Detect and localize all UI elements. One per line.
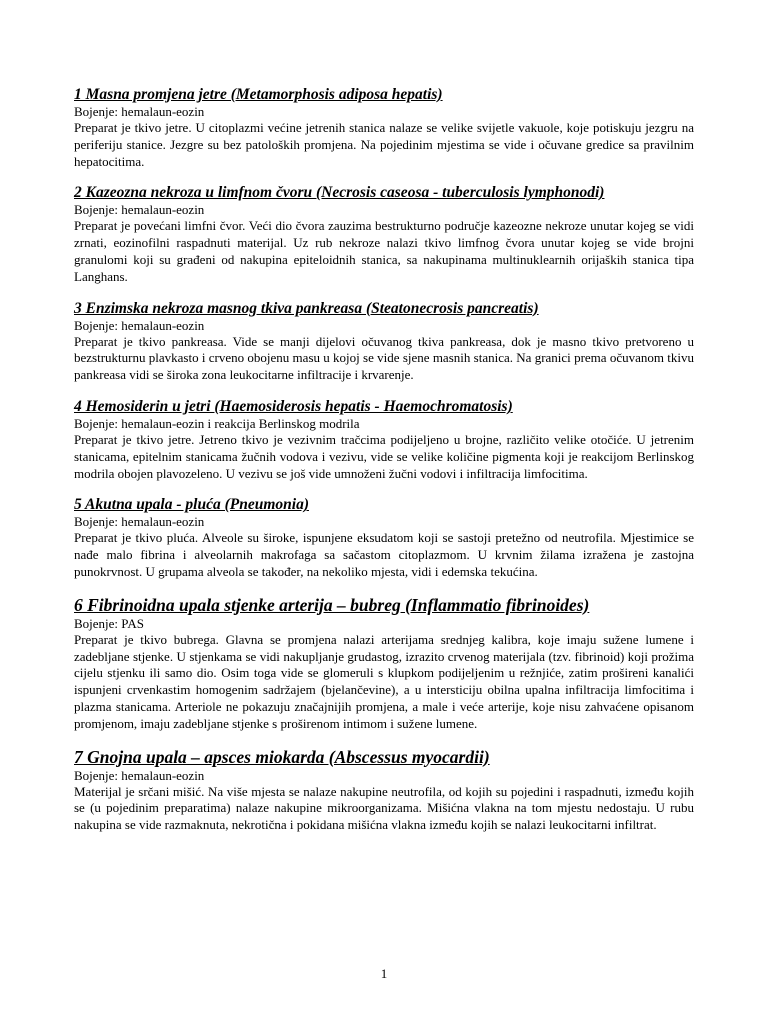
section-5 — [74, 496, 694, 580]
staining-method: Bojenje: hemalaun-eozin — [74, 317, 205, 333]
section-title: 3 Enzimska nekroza masnog tkiva pankreasa (Steatonecrosis pancreatis) — [74, 299, 539, 317]
section-4 — [74, 398, 694, 482]
staining-method: Bojenje: hemalaun-eozin — [74, 514, 205, 530]
section-1 — [74, 86, 694, 170]
document-page — [74, 86, 694, 834]
section-title: 2 Kazeozna nekroza u limfnom čvoru (Necrosis caseosa - tuberculosis lymphonodi) — [74, 184, 605, 202]
section-description: Preparat je tkivo bubrega. Glavna se promjena nalazi arterijama srednjeg kalibra, koje imaju sužene lumene i zadebljane stjenke. U stjenkama se vidi nakupljanje grudastog, izrazito crvenog materijala (tzv. fibrinoid) koji prožima cijelu stjenku ili samo dio. Osim toga vide se glomeruli s klupkom podijeljenim u režnjiće, zatim prošireni kanalići ispunjeni crvenkastim homogenim sadržajem (bjelančevine), a u intersticiju obilna upalna infiltracija limfocitima i plazma stanicama. Arteriole ne pokazuju značajnijih promjena, a male i veće arterije, koje nisu zahvaćene opisanom promjenom, imaju zadebljane stjenke s proširenom intimom i sužene lumene. — [74, 631, 694, 731]
section-description: Preparat je povećani limfni čvor. Veći dio čvora zauzima bestrukturno područje kazeozne nekroze unutar kojeg se vidi zrnati, eozinofilni raspadnuti materijal. Uz rub nekroze nalazi tkivo limfnog čvora unutar kojeg se vide brojni granulomi koji su građeni od nakupina epiteloidnih stanica, sa nakupinama multinuklearnih orijaških stanica tipa Langhans. — [74, 218, 694, 284]
page-number: 1 — [380, 966, 388, 981]
staining-method: Bojenje: PAS — [74, 615, 144, 631]
section-description: Preparat je tkivo jetre. Jetreno tkivo je vezivnim tračcima podijeljeno u brojne, različito velike otočiće. U jetrenim stanicama, epitelnim stanicama žučnih vodova i vezivu, vide se velike količine pigmenta koji je reakcijom Berlinskog modrila obojen plavozeleno. U vezivu se još vide umnoženi žučni vodovi i infiltracija limfocitima. — [74, 431, 694, 481]
staining-method: Bojenje: hemalaun-eozin — [74, 104, 205, 119]
section-7 — [74, 747, 694, 834]
section-description: Preparat je tkivo pluća. Alveole su široke, ispunjene eksudatom koji se sastoji pretežno od neutrofila. Mjestimice se nađe malo fibrina i alveolarnih makrofaga sa sačastom citoplazmom. U krvnim žilama izražena je zastojna punokrvnost. U grupama alveola se također, na nekoliko mjesta, vidi i edemska tekućina. — [74, 530, 694, 579]
section-description: Materijal je srčani mišić. Na više mjesta se nalaze nakupine neutrofila, od kojih su pojedini i raspadnuti, između kojih se (u pojedinim preparatima) nalaze nakupine mikroorganizama. Mišićna vlakna na tom mjestu nedostaju. U rubu nakupina se vide razmaknuta, nekrotična i pokidana mišićna vlakna između kojih se nalazi leukocitarni infiltrat. — [74, 783, 694, 833]
section-2 — [74, 184, 694, 285]
section-description: Preparat je tkivo pankreasa. Vide se manji dijelovi očuvanog tkiva pankreasa, dok je masno tkivo pretvoreno u bezstrukturnu plavkasto i crveno obojenu masu u kojoj se vide sjene masnih stanica. Na granici prema očuvanom tkivu pankreasa vidi se široka zona leukocitarne infiltracije i krvarenje. — [74, 333, 694, 383]
staining-method: Bojenje: hemalaun-eozin — [74, 767, 205, 783]
section-6 — [74, 595, 694, 733]
section-title: 5 Akutna upala - pluća (Pneumonia) — [74, 496, 309, 514]
section-title: 6 Fibrinoidna upala stjenke arterija – bubreg (Inflammatio fibrinoides) — [74, 594, 590, 615]
section-title: 4 Hemosiderin u jetri (Haemosiderosis hepatis - Haemochromatosis) — [74, 397, 513, 415]
staining-method: Bojenje: hemalaun-eozin i reakcija Berlinskog modrila — [74, 415, 360, 431]
section-title: 1 Masna promjena jetre (Metamorphosis adiposa hepatis) — [74, 86, 443, 103]
section-title: 7 Gnojna upala – apsces miokarda (Abscessus myocardii) — [74, 746, 490, 767]
section-description: Preparat je tkivo jetre. U citoplazmi većine jetrenih stanica nalaze se velike svijetle vakuole, koje potiskuju jezgru na periferiju stanice. Jezgre su bez patoloških promjena. Na pojedinim mjestima se vide i očuvane gredice sa pravilnim hepatocitima. — [74, 120, 694, 169]
section-3 — [74, 300, 694, 384]
staining-method: Bojenje: hemalaun-eozin — [74, 202, 205, 218]
